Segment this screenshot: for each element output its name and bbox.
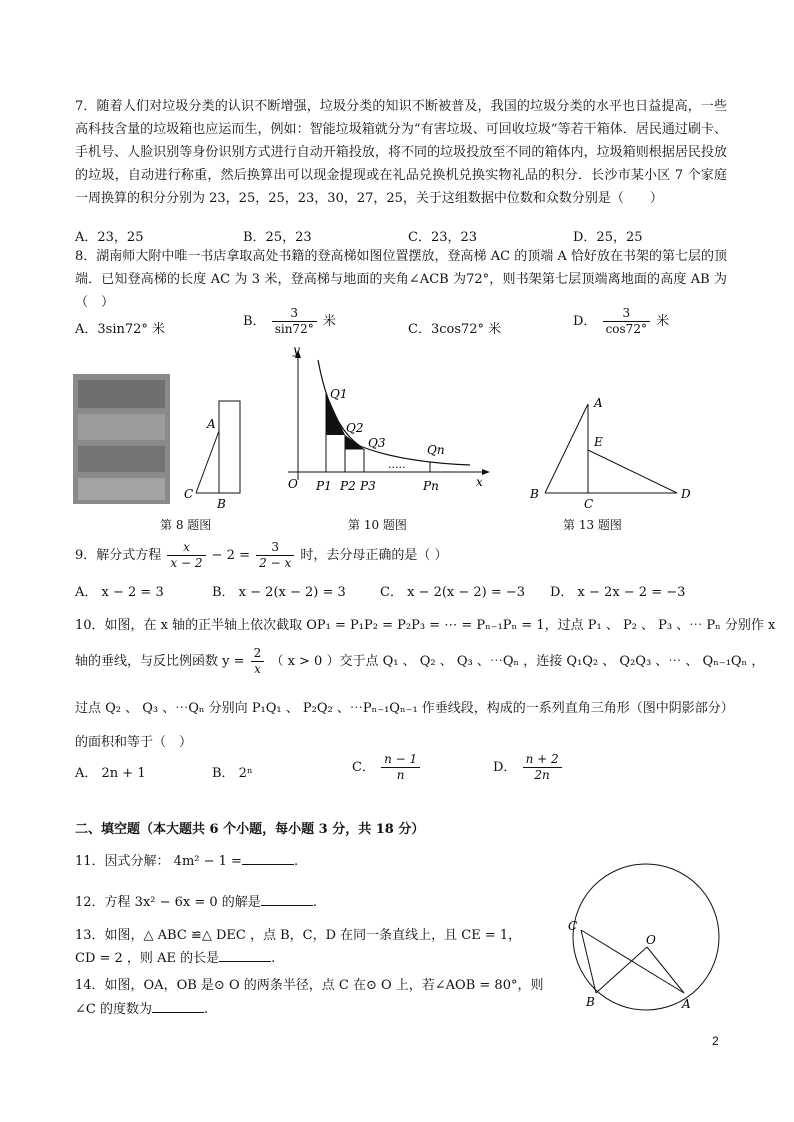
q8-option-a: A．3sin72° 米 [75,322,166,337]
ellipsis: ..... [388,458,406,471]
label-a: A [594,396,603,410]
label-q2: Q2 [346,421,364,435]
label-qn: Qn [427,443,445,457]
q10-option-d: D． $\frac{n + 2}{2n}$ [493,752,564,783]
label-b: B [586,995,595,1009]
label-e: E [594,435,603,449]
figure-13 [529,396,691,511]
label-b: B [530,487,539,501]
photo-shelf-band [78,414,165,440]
q12-answer-blank[interactable] [261,892,313,906]
radius-oa [647,947,684,993]
label-c: C [568,919,578,933]
q8-option-b: B． $\frac{3}{\sin 72^\circ}$ 米 [243,306,336,336]
chord-cb [581,930,596,993]
side-ed [588,450,677,493]
figure-10 [288,343,490,493]
q9-option-b: B． x − 2(x − 2) = 3 [212,585,346,600]
label-b: B [217,497,226,511]
label-a: A [682,997,691,1011]
q13-answer-blank[interactable] [219,948,271,962]
chord-ca [581,930,684,993]
ladder-line-ac [196,431,219,493]
radius-ob [596,947,647,993]
label-c: C [584,497,594,511]
q11-answer-blank[interactable] [242,851,294,865]
label-a: A [207,417,216,431]
question-10-line-2: 轴的垂线，与反比例函数 y = $\frac{2}{x}$ （ x > 0 ）交于点 Q₁ 、 Q₂ 、 Q₃ 、⋯Qₙ ，连接 Q₁Q₂ 、 Q₂Q₃ 、⋯ 、 Qₙ₋₁Qₙ ， [75,646,765,676]
bookshelf-rect [219,401,240,493]
x-axis-arrow [482,469,490,475]
label-p1: P1 [316,479,332,493]
figure-8-caption: 第 8 题图 [160,518,212,532]
question-10-line-3: 过点 Q₂ 、 Q₃ 、⋯Qₙ 分别向 P₁Q₁ 、 P₂Q₂ 、⋯Pₙ₋₁Qₙ₋₁ 作垂线段，构成的一系列直角三角形（图中阴影部分） [75,701,734,716]
figure-8 [73,374,240,511]
figure-10-caption: 第 10 题图 [348,518,407,532]
figure-14 [560,860,730,1020]
y-label: y [293,343,300,357]
origin-label: O [288,477,298,491]
question-9-text: 9．解分式方程 $\frac{x}{x - 2}$ − 2 = $\frac{3}{2 - x}$ 时，去分母正确的是（ ） [75,540,448,570]
question-10-line-4: 的面积和等于（ ） [75,735,193,750]
photo-shelf-band [78,478,165,500]
q10-option-a: A． 2n + 1 [75,766,146,781]
q9-option-a: A． x − 2 = 3 [75,585,164,600]
q10-option-c: C． $\frac{n - 1}{n}$ [352,752,422,783]
label-o: O [646,933,656,947]
q8-b-fraction: $\frac{3}{\sin 72^\circ}$ [272,306,317,337]
photo-shelf-band [78,446,165,472]
figures-row [0,340,794,540]
question-12-text: 12．方程 3x² − 6x = 0 的解是 . [75,891,317,910]
x-label: x [476,475,483,489]
q9-fraction-1: $\frac{x}{x - 2}$ [167,540,205,571]
q7-option-d: D．25，25 [573,230,643,245]
q7-option-c: C．23，23 [408,230,478,245]
label-p2: P2 [340,479,356,493]
photo-shelf-band [78,380,165,408]
question-14-line-1: 14．如图，OA，OB 是⊙ O 的两条半径，点 C 在⊙ O 上，若∠AOB = 80°，则 [75,978,544,993]
figure-13-caption: 第 13 题图 [563,518,622,532]
q10-fraction: $\frac{2}{x}$ [251,646,265,677]
question-13-line-1: 13．如图，△ ABC ≌△ DEC ，点 B，C，D 在同一条直线上，且 CE = 1， [75,928,522,943]
section-2-heading: 二、填空题（本大题共 6 个小题，每小题 3 分，共 18 分） [75,822,425,837]
q9-option-c: C． x − 2(x − 2) = −3 [380,585,526,600]
question-7-text: 7．随着人们对垃圾分类的认识不断增强，垃圾分类的知识不断被普及，我国的垃圾分类的水平也日益提高，一些高科技含量的垃圾箱也应运而生，例如：智能垃圾箱就分为“有害垃圾、可回收垃圾”等若干箱体．居民通过刷卡、手机号、人脸识别等身份识别方式进行自动开箱投放，将不同的垃圾投放至不同的箱体内，垃圾箱则根据居民投放的垃圾，自动进行称重，然后换算出可以现金提现或在礼品兑换机兑换实物礼品的积分．长沙市某小区 7 个家庭一周换算的积分分别为 23，25，25，23，30，27，25，关于这组数据中位数和众数分别是（ ） [75,99,727,206]
q7-option-b: B．25，23 [243,230,312,245]
hyperbola-curve [318,360,470,465]
page-number: 2 [712,1034,719,1048]
label-pn: Pn [423,479,439,493]
question-14-line-2: ∠C 的度数为 . [75,998,208,1017]
label-d: D [681,487,691,501]
question-8-text: 8．湖南师大附中唯一书店拿取高处书籍的登高梯如图位置摆放，登高梯 AC 的顶端 A 恰好放在书架的第七层的顶端．已知登高梯的长度 AC 为 3 米，登高梯与地面的夹角∠ACB 为72°，则书架第七层顶端离地面的高度 AB 为（ ） [75,249,727,310]
q7-option-a: A．23，25 [75,230,144,245]
q9-option-d: D． x − 2x − 2 = −3 [550,585,686,600]
label-q3: Q3 [368,436,386,450]
q10-option-b: B． 2ⁿ [212,766,253,781]
question-13-line-2: CD = 2 ，则 AE 的长是 . [75,947,275,966]
q14-answer-blank[interactable] [152,999,204,1013]
q8-option-c: C．3cos72° 米 [408,322,502,337]
q8-option-d: D． $\frac{3}{\cos 72^\circ}$ 米 [573,306,670,336]
label-p3: P3 [360,479,376,493]
q9-fraction-2: $\frac{3}{2 - x}$ [256,540,294,571]
label-c: C [184,487,194,501]
label-q1: Q1 [330,387,348,401]
side-ba [545,404,588,493]
q10-d-fraction: $\frac{n + 2}{2n}$ [523,752,562,783]
q8-d-fraction: $\frac{3}{\cos 72^\circ}$ [603,306,650,337]
q10-c-fraction: $\frac{n - 1}{n}$ [381,752,420,783]
question-10-line-1: 10．如图，在 x 轴的正半轴上依次截取 OP₁ = P₁P₂ = P₂P₃ = ⋯ = Pₙ₋₁Pₙ = 1，过点 P₁ 、 P₂ 、 P₃ 、⋯ Pₙ 分别作 x [75,618,776,633]
question-11-text: 11．因式分解： 4m² − 1 = . [75,850,298,869]
